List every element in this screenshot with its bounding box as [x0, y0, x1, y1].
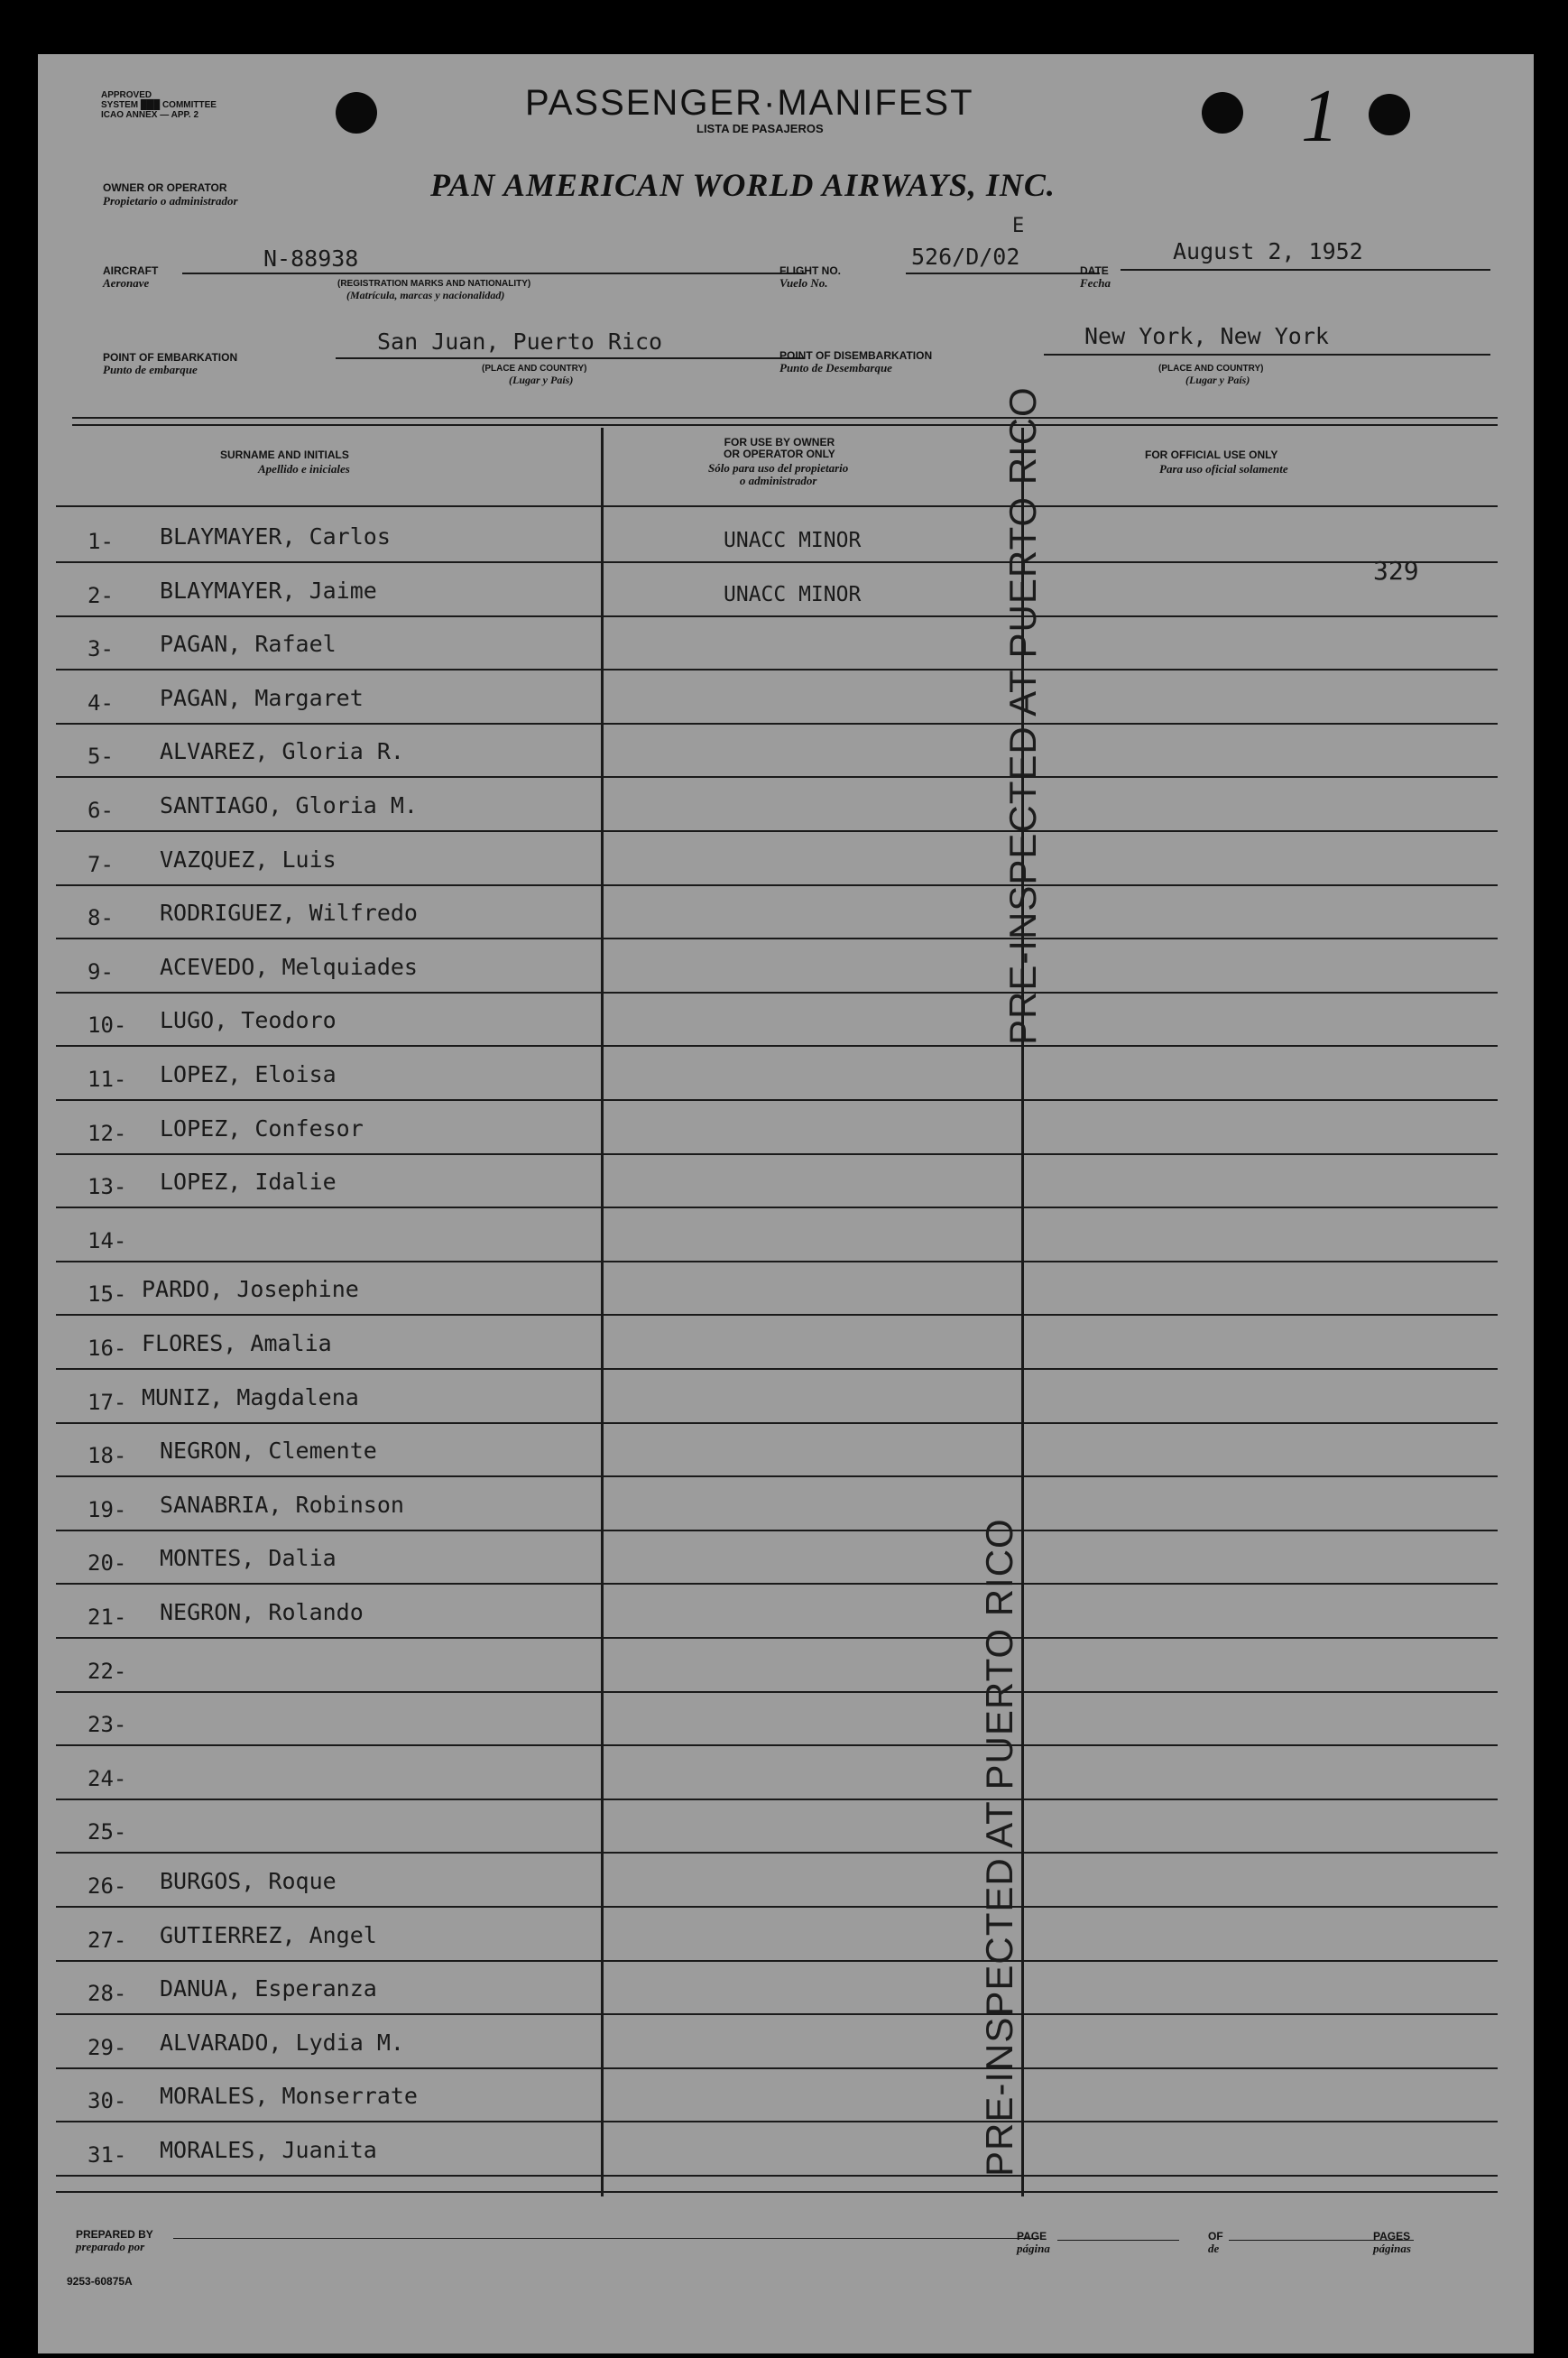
row-number: 24- — [88, 1766, 127, 1791]
passenger-name: FLORES, Amalia — [142, 1330, 332, 1356]
date-label: DATE — [1080, 264, 1109, 277]
field-underline — [182, 273, 805, 274]
row-rule — [56, 1637, 1498, 1639]
row-number: 21- — [88, 1604, 127, 1630]
field-underline — [1044, 354, 1490, 356]
field-underline — [1121, 269, 1490, 271]
row-number: 30- — [88, 2088, 127, 2113]
row-rule — [56, 1045, 1498, 1047]
row-rule — [56, 1314, 1498, 1316]
passenger-name: LOPEZ, Confesor — [160, 1115, 364, 1142]
passenger-name: MONTES, Dalia — [160, 1545, 337, 1571]
passenger-name: MUNIZ, Magdalena — [142, 1384, 359, 1410]
passenger-name: BLAYMAYER, Carlos — [160, 523, 391, 550]
disembark-label-es: Punto de Desembarque — [779, 361, 892, 375]
field-underline — [906, 273, 1100, 274]
form-number: 9253-60875A — [67, 2275, 133, 2288]
column-header-owner-es — [708, 462, 848, 487]
flight-label: FLIGHT NO. — [779, 264, 841, 277]
passenger-name: SANTIAGO, Gloria M. — [160, 792, 418, 818]
disembark-label: POINT OF DISEMBARKATION — [779, 349, 933, 362]
row-number: 16- — [88, 1336, 127, 1361]
page-label: PAGE — [1017, 2230, 1047, 2242]
place-note: (PLACE AND COUNTRY) — [1158, 364, 1264, 374]
aircraft-registration: N-88938 — [263, 245, 359, 272]
column-divider — [601, 428, 604, 2196]
row-rule — [56, 1530, 1498, 1531]
passenger-name: NEGRON, Clemente — [160, 1438, 377, 1464]
column-header-owner-line: FOR USE BY OWNER — [724, 436, 835, 448]
table-top-rule — [72, 417, 1498, 419]
column-header-owner-es-line: o administrador — [739, 474, 817, 487]
row-rule — [56, 1744, 1498, 1746]
passenger-name: NEGRON, Rolando — [160, 1599, 364, 1625]
row-number: 1- — [88, 529, 114, 554]
prepared-by-label: PREPARED BY — [76, 2228, 153, 2241]
row-rule — [56, 1422, 1498, 1424]
passenger-name: MORALES, Juanita — [160, 2137, 377, 2163]
passenger-name: RODRIGUEZ, Wilfredo — [160, 900, 418, 926]
approval-line: APP. 2 — [171, 110, 198, 120]
row-number: 11- — [88, 1067, 127, 1092]
aircraft-label: AIRCRAFT — [103, 264, 159, 277]
column-header-surname-es: Apellido e iniciales — [258, 462, 350, 476]
row-number: 31- — [88, 2142, 127, 2168]
row-number: 7- — [88, 852, 114, 877]
flight-label-es: Vuelo No. — [779, 276, 828, 290]
row-number: 5- — [88, 744, 114, 769]
row-rule — [56, 938, 1498, 939]
row-number: 29- — [88, 2035, 127, 2060]
row-rule — [56, 723, 1498, 725]
table-bottom-rule — [56, 2191, 1498, 2193]
page-subtitle: LISTA DE PASAJEROS — [696, 122, 824, 135]
disembark-place: New York, New York — [1084, 323, 1329, 349]
approval-line: ICAO ANNEX — [101, 110, 158, 120]
approval-block: APPROVED SYSTEM ███ COMMITTEE ICAO ANNEX — APP. 2 — [101, 90, 217, 120]
row-number: 9- — [88, 959, 114, 985]
approval-line: COMMITTEE — [161, 100, 217, 110]
operator-note: UNACC MINOR — [724, 529, 862, 552]
row-number: 17- — [88, 1390, 127, 1415]
of-label-es: de — [1208, 2242, 1220, 2255]
official-note: 329 — [1373, 556, 1419, 586]
row-rule — [56, 776, 1498, 778]
row-rule — [56, 1207, 1498, 1208]
place-note: (PLACE AND COUNTRY) — [482, 364, 587, 374]
embark-label-es: Punto de embarque — [103, 363, 198, 376]
date-label-es: Fecha — [1080, 276, 1111, 290]
flight-number: 526/D/02 — [911, 244, 1020, 270]
registration-note-es: (Matrícula, marcas y nacionalidad) — [346, 289, 505, 301]
row-rule — [56, 884, 1498, 886]
airline-name: PAN AMERICAN WORLD AIRWAYS, INC. — [430, 167, 1056, 203]
passenger-name: MORALES, Monserrate — [160, 2083, 418, 2109]
approval-line: SYSTEM — [101, 100, 139, 110]
passenger-name: SANABRIA, Robinson — [160, 1492, 404, 1518]
row-rule — [56, 1583, 1498, 1585]
punch-hole — [336, 92, 377, 134]
operator-note: UNACC MINOR — [724, 583, 862, 606]
passenger-name: LUGO, Teodoro — [160, 1007, 337, 1033]
row-rule — [56, 669, 1498, 670]
row-rule — [56, 1906, 1498, 1908]
row-rule — [56, 1960, 1498, 1962]
pre-inspected-stamp: PRE-INSPECTED AT PUERTO RICO — [1001, 386, 1044, 1045]
passenger-name: BLAYMAYER, Jaime — [160, 578, 377, 604]
passenger-name: DANUA, Esperanza — [160, 1975, 377, 2002]
row-number: 26- — [88, 1873, 127, 1899]
row-rule — [56, 1261, 1498, 1262]
row-number: 8- — [88, 905, 114, 930]
owner-label: OWNER OR OPERATOR — [103, 181, 227, 194]
row-rule — [56, 1475, 1498, 1477]
handwritten-page-number: 1 — [1301, 74, 1339, 158]
pages-label-es: páginas — [1373, 2242, 1411, 2255]
row-rule — [56, 1852, 1498, 1854]
row-number: 3- — [88, 636, 114, 661]
row-number: 20- — [88, 1550, 127, 1576]
row-rule — [56, 2013, 1498, 2015]
punch-hole — [1369, 94, 1410, 135]
column-header-official: FOR OFFICIAL USE ONLY — [1145, 448, 1278, 461]
row-number: 23- — [88, 1712, 127, 1737]
approval-line: APPROVED — [101, 90, 152, 100]
row-rule — [56, 1368, 1498, 1370]
row-number: 19- — [88, 1497, 127, 1522]
passenger-name: PARDO, Josephine — [142, 1276, 359, 1302]
pages-label: PAGES — [1373, 2230, 1411, 2242]
embark-label: POINT OF EMBARKATION — [103, 351, 238, 364]
row-number: 4- — [88, 690, 114, 716]
of-label: OF — [1208, 2230, 1223, 2242]
row-number: 6- — [88, 798, 114, 823]
row-number: 14- — [88, 1228, 127, 1253]
passenger-name: LOPEZ, Idalie — [160, 1169, 337, 1195]
passenger-name: PAGAN, Margaret — [160, 685, 364, 711]
header-bottom-rule — [56, 505, 1498, 507]
row-rule — [56, 1799, 1498, 1800]
row-rule — [56, 992, 1498, 994]
row-rule — [56, 615, 1498, 617]
row-rule — [56, 2067, 1498, 2069]
row-number: 15- — [88, 1281, 127, 1307]
passenger-name: PAGAN, Rafael — [160, 631, 337, 657]
row-rule — [56, 1691, 1498, 1693]
passenger-name: VAZQUEZ, Luis — [160, 846, 337, 873]
row-rule — [56, 2121, 1498, 2122]
passenger-name: ALVARADO, Lydia M. — [160, 2030, 404, 2056]
row-number: 22- — [88, 1659, 127, 1684]
row-number: 13- — [88, 1174, 127, 1199]
flight-suffix: E — [1012, 215, 1025, 237]
table-top-rule — [72, 424, 1498, 426]
field-underline — [173, 2238, 1039, 2239]
pre-inspected-stamp: PRE-INSPECTED AT PUERTO RICO — [978, 1518, 1020, 2177]
field-underline — [1057, 2240, 1179, 2241]
owner-label-es: Propietario o administrador — [103, 194, 238, 208]
row-rule — [56, 830, 1498, 832]
passenger-name: GUTIERREZ, Angel — [160, 1922, 377, 1948]
row-rule — [56, 561, 1498, 563]
prepared-by-label-es: preparado por — [76, 2240, 145, 2253]
place-note-es: (Lugar y País) — [509, 374, 574, 386]
registration-note: (REGISTRATION MARKS AND NATIONALITY) — [337, 279, 531, 289]
row-rule — [56, 2175, 1498, 2177]
aircraft-label-es: Aeronave — [103, 276, 150, 290]
field-underline — [336, 357, 805, 359]
row-number: 25- — [88, 1819, 127, 1845]
column-header-owner-line: OR OPERATOR ONLY — [724, 448, 835, 460]
punch-hole — [1202, 92, 1243, 134]
passenger-name: BURGOS, Roque — [160, 1868, 337, 1894]
manifest-sheet — [38, 54, 1534, 2353]
row-number: 18- — [88, 1443, 127, 1468]
page-label-es: página — [1017, 2242, 1050, 2255]
row-rule — [56, 1153, 1498, 1155]
column-header-owner — [724, 437, 835, 460]
page-title: PASSENGER·MANIFEST — [525, 83, 974, 123]
row-number: 28- — [88, 1981, 127, 2006]
place-note-es: (Lugar y País) — [1185, 374, 1250, 386]
passenger-name: ACEVEDO, Melquiades — [160, 954, 418, 980]
embark-place: San Juan, Puerto Rico — [377, 328, 663, 355]
flight-date: August 2, 1952 — [1173, 238, 1363, 264]
passenger-name: LOPEZ, Eloisa — [160, 1061, 337, 1087]
column-header-surname: SURNAME AND INITIALS — [220, 448, 349, 461]
row-number: 12- — [88, 1121, 127, 1146]
row-number: 27- — [88, 1928, 127, 1953]
row-rule — [56, 1099, 1498, 1101]
column-header-owner-es-line: Sólo para uso del propietario — [708, 461, 849, 475]
row-number: 10- — [88, 1013, 127, 1038]
passenger-name: ALVAREZ, Gloria R. — [160, 738, 404, 764]
row-number: 2- — [88, 583, 114, 608]
column-header-official-es: Para uso oficial solamente — [1159, 462, 1288, 476]
